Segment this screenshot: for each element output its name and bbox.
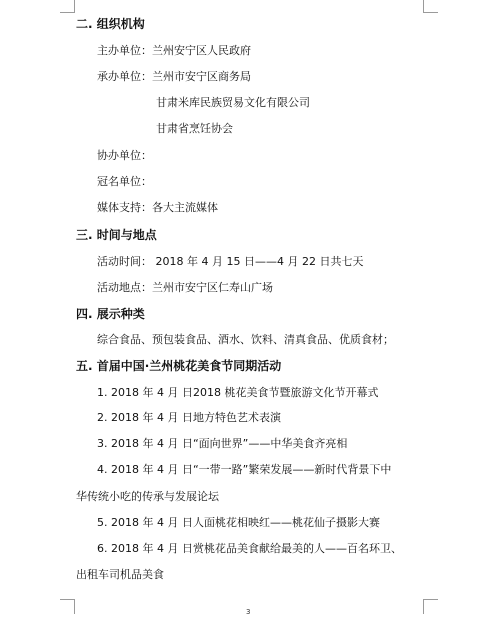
activity-item: 2. 2018 年 4 月 日地方特色艺术表演 bbox=[97, 411, 281, 424]
section-heading-time-place: 三. 时间与地点 bbox=[76, 228, 157, 242]
event-time: 活动时间： 2018 年 4 月 15 日——4 月 22 日共七天 bbox=[97, 255, 364, 268]
event-place: 活动地点：兰州市安宁区仁寿山广场 bbox=[97, 281, 273, 294]
host-unit: 主办单位：兰州安宁区人民政府 bbox=[97, 44, 251, 57]
section-heading-concurrent-events: 五. 首届中国·兰州桃花美食节同期活动 bbox=[76, 359, 282, 373]
exhibit-types: 综合食品、预包装食品、酒水、饮料、清真食品、优质食材； bbox=[97, 333, 394, 346]
organizer-unit: 承办单位：兰州市安宁区商务局 bbox=[97, 70, 251, 83]
crop-mark-bottom-right bbox=[423, 599, 438, 614]
co-host-unit: 协办单位： bbox=[97, 149, 152, 162]
title-sponsor-unit: 冠名单位： bbox=[97, 175, 152, 188]
organizer-unit-2: 甘肃米库民族贸易文化有限公司 bbox=[156, 96, 310, 109]
activity-item: 1. 2018 年 4 月 日2018 桃花美食节暨旅游文化节开幕式 bbox=[97, 386, 379, 399]
activity-item: 6. 2018 年 4 月 日赏桃花品美食献给最美的人——百名环卫、 bbox=[97, 542, 402, 555]
activity-item-continuation: 出租车司机品美食 bbox=[76, 568, 164, 581]
activity-item: 4. 2018 年 4 月 日“一带一路”繁荣发展——新时代背景下中 bbox=[97, 463, 392, 476]
organizer-unit-3: 甘肃省烹饪协会 bbox=[156, 122, 233, 135]
activity-item: 3. 2018 年 4 月 日“面向世界”——中华美食齐亮相 bbox=[97, 437, 348, 450]
crop-mark-top-left bbox=[60, 0, 75, 13]
page-number: 3 bbox=[246, 608, 251, 616]
crop-mark-top-right bbox=[423, 0, 438, 13]
section-heading-organization: 二. 组织机构 bbox=[76, 17, 145, 31]
crop-mark-bottom-left bbox=[60, 599, 75, 614]
activity-item-continuation: 华传统小吃的传承与发展论坛 bbox=[76, 490, 219, 503]
activity-item: 5. 2018 年 4 月 日人面桃花相映红——桃花仙子摄影大赛 bbox=[97, 516, 380, 529]
section-heading-exhibit-types: 四. 展示种类 bbox=[76, 307, 145, 321]
media-support: 媒体支持：各大主流媒体 bbox=[97, 201, 218, 214]
